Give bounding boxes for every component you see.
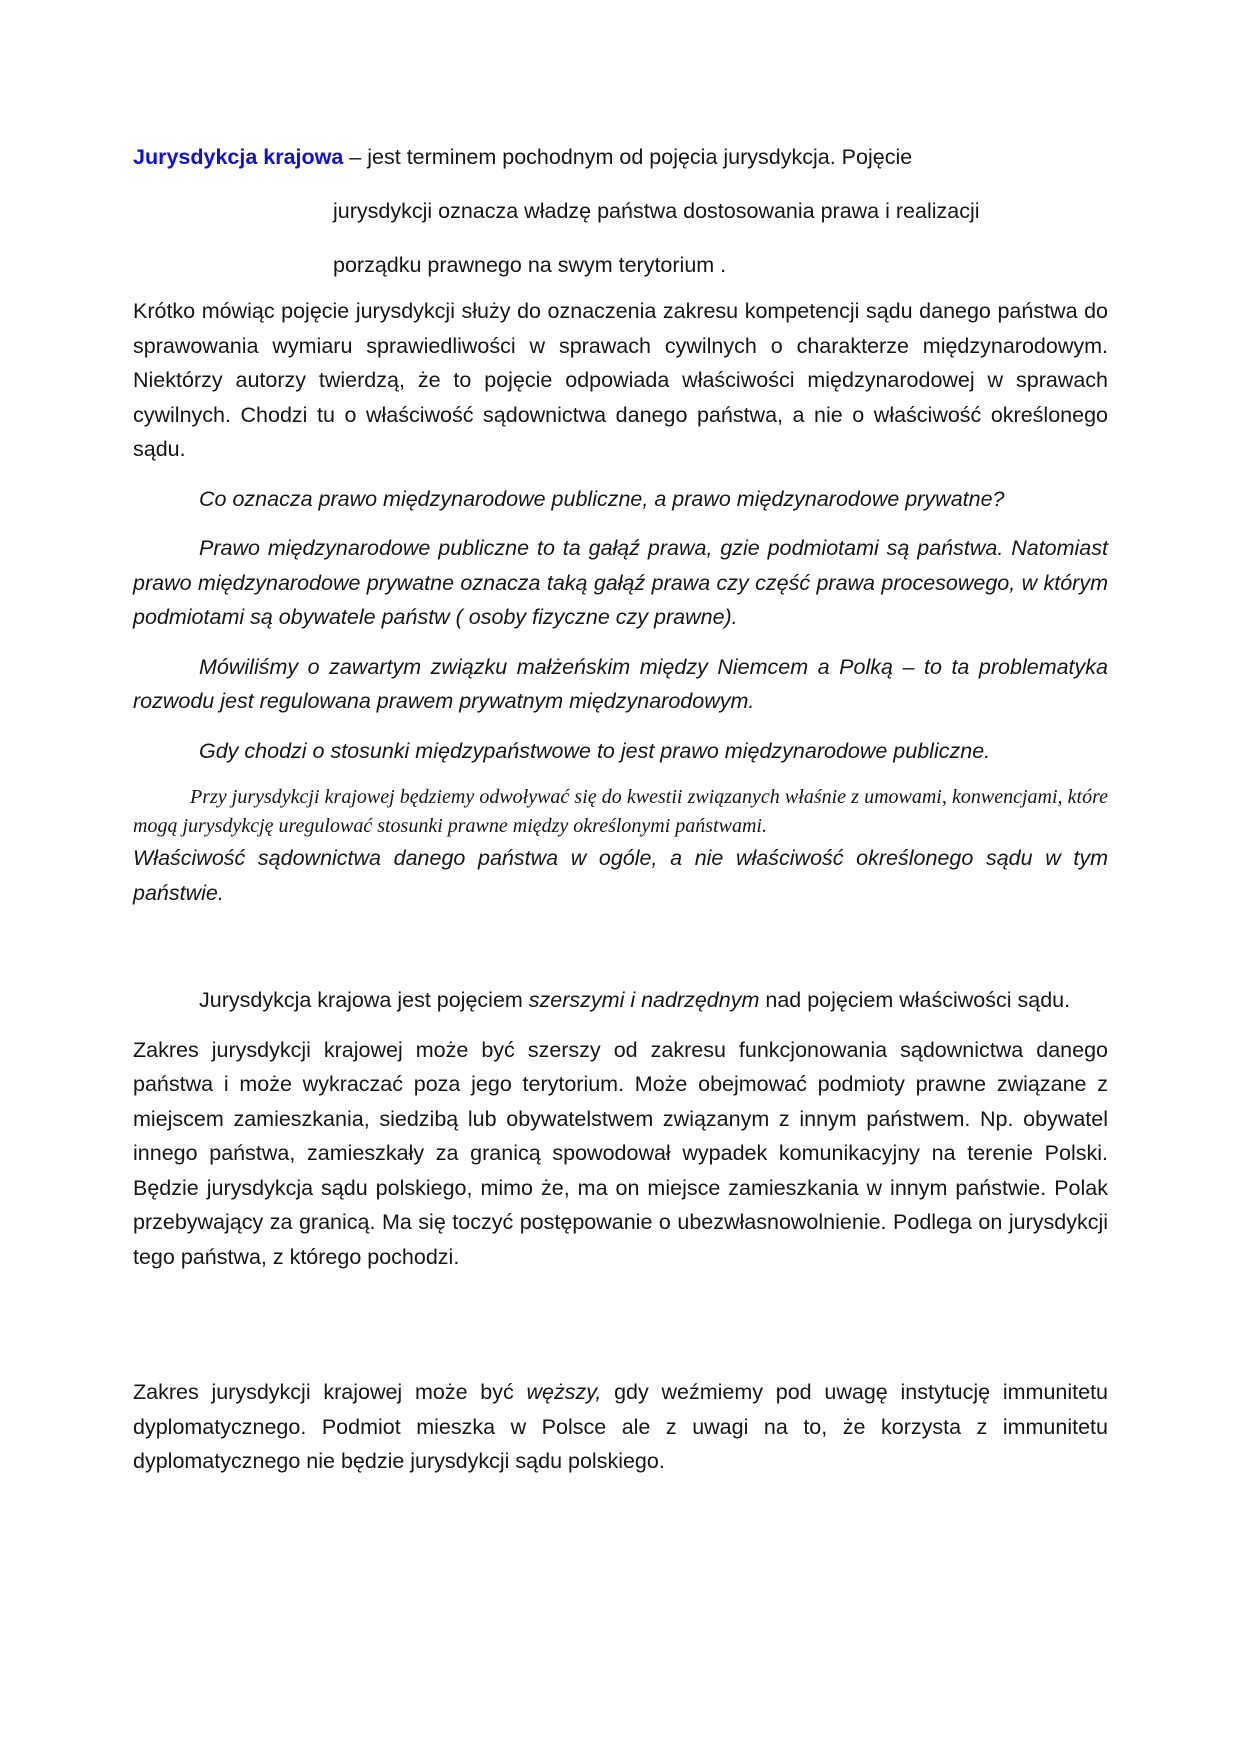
spacer — [133, 925, 1108, 983]
paragraph-szersze-pojecie — [133, 983, 1108, 1018]
paragraph-zakres-szerszy: Zakres jurysdykcji krajowej może być szerszy od zakresu funkcjonowania sądownictwa danego państwa i może wykraczać poza jego terytorium. Może obejmować podmioty prawne związane z miejscem zamieszkania, siedzibą lub obywatelstwem związanym z innym państwem. Np. obywatel innego państwa, zamieszkały za granicą spowodował wypadek komunikacyjny na terenie Polski. Będzie jurysdykcja sądu polskiego, mimo że, ma on miejsce zamieszkania w innym państwie. Polak przebywający za granicą. Ma się toczyć postępowanie o ubezwłasnowolnienie. Podlega on jurysdykcji tego państwa, z którego pochodzi. — [133, 1037, 1108, 1269]
intro-line-1 — [133, 130, 1108, 184]
paragraph-italic-wlasciwosc: Właściwość sądownictwa danego państwa w ogóle, a nie właściwość określonego sądu w tym państwie. — [133, 846, 1108, 905]
szersze-post: nad pojęciem właściwości sądu. — [759, 988, 1071, 1012]
intro-line-2 — [133, 184, 1108, 238]
wezszy-pre: Zakres jurysdykcji krajowej może być — [133, 1380, 527, 1404]
wezszy-post: gdy weźmiemy pod uwagę instytucję immunitetu dyplomatycznego. Podmiot mieszka w Polsce ale z uwagi na to, że korzysta z immunitetu dyplomatycznego nie będzie jurysdykcji sądu polskiego. — [133, 1380, 1108, 1473]
paragraph-italic-mowilismy: Mówiliśmy o zawartym związku małżeńskim między Niemcem a Polką – to ta problematyka rozwodu jest regulowana prawem prywatnym międzynarodowym. — [133, 654, 1108, 713]
term-title: Jurysdykcja krajowa — [133, 145, 344, 169]
intro-line-1-text: – jest terminem pochodnym od pojęcia jurysdykcja. Pojęcie — [343, 145, 913, 169]
paragraph-krotko-mowiac: Krótko mówiąc pojęcie jurysdykcji służy do oznaczenia zakresu kompetencji sądu danego państwa do sprawowania wymiaru sprawiedliwości w sprawach cywilnych o charakterze międzynarodowym. Niektórzy autorzy twierdzą, że to pojęcie odpowiada właściwości międzynarodowej w sprawach cywilnych. Chodzi tu o właściwość sądownictwa danego państwa, a nie o właściwość określonego sądu. — [133, 299, 1108, 461]
paragraph-italic-prawo-publiczne: Prawo międzynarodowe publiczne to ta gałąź prawa, gzie podmiotami są państwa. Natomiast prawo międzynarodowe prywatne oznacza taką gałąź prawa czy część prawa procesowego, w którym podmiotami są obywatele państw ( osoby fizyczne czy prawne). — [133, 536, 1108, 629]
intro-line-3-text: porządku prawnego na swym terytorium . — [333, 253, 727, 277]
paragraph-zakres-wezszy — [133, 1375, 1108, 1479]
szersze-italic: szerszymi i nadrzędnym — [528, 988, 760, 1012]
paragraph-serif-note: Przy jurysdykcji krajowej będziemy odwoływać się do kwestii związanych właśnie z umowami, konwencjami, które mogą jurysdykcję uregulować stosunki prawne między określonymi państwami. — [133, 786, 1108, 837]
intro-line-3 — [133, 238, 1108, 292]
paragraph-italic-gdy-chodzi: Gdy chodzi o stosunki międzypaństwowe to jest prawo międzynarodowe publiczne. — [199, 738, 991, 763]
spacer — [133, 1289, 1108, 1375]
paragraph-italic-question: Co oznacza prawo międzynarodowe publiczne, a prawo międzynarodowe prywatne? — [199, 486, 1005, 511]
document-content — [133, 130, 1108, 1494]
intro-line-2-text: jurysdykcji oznacza władzę państwa dostosowania prawa i realizacji — [333, 199, 980, 223]
szersze-pre: Jurysdykcja krajowa jest pojęciem — [199, 988, 529, 1012]
wezszy-italic: węższy, — [526, 1380, 602, 1404]
